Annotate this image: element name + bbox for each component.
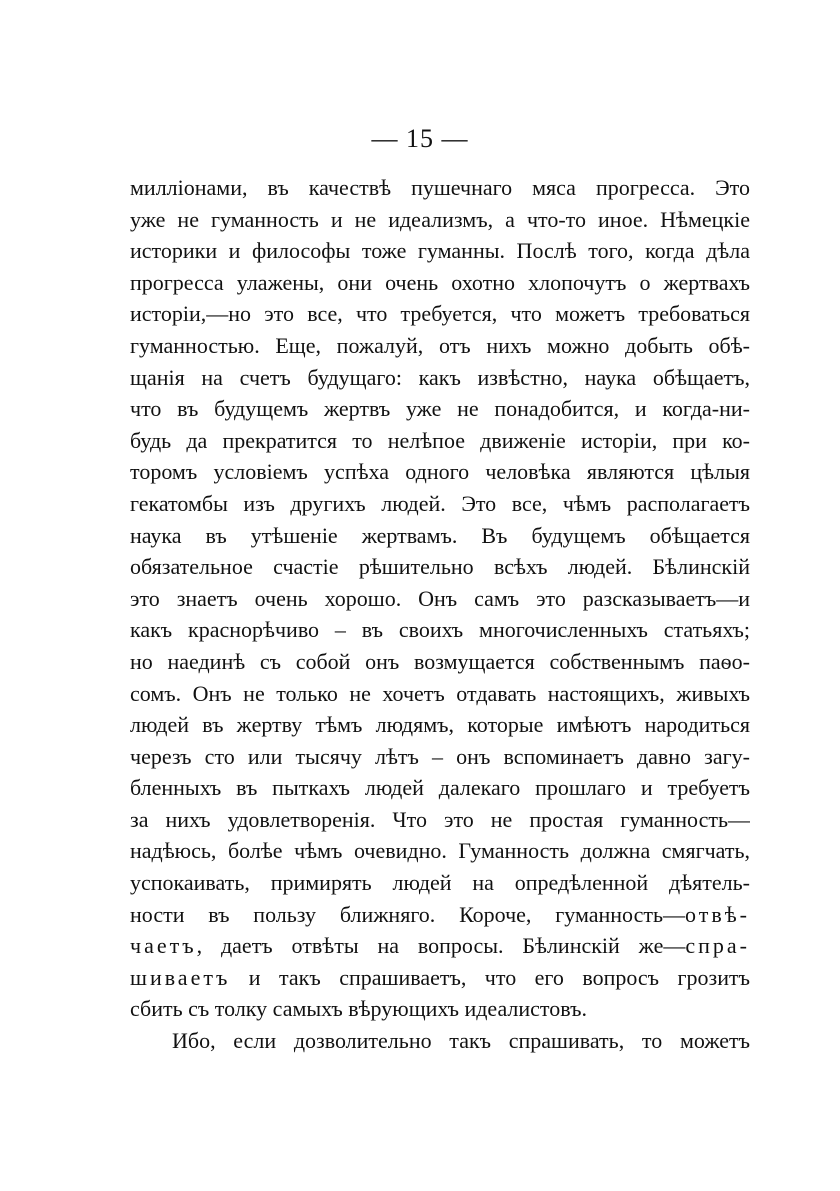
text-line: надѣюсь, болѣе чѣмъ очевидно. Гуманность должна смягчать, — [130, 838, 750, 864]
text-line: какъ краснорѣчиво – въ своихъ многочисленныхъ статьяхъ; — [130, 617, 750, 643]
spaced-emphasis: отвѣ- — [685, 901, 750, 927]
text-line: что въ будущемъ жертвъ уже не понадобится, и когда-ни- — [130, 396, 750, 422]
spaced-emphasis: чаетъ — [130, 933, 197, 959]
text-line: исторіи,—но это все, что требуется, что можетъ требоваться — [130, 301, 750, 327]
text-line: наука въ утѣшеніе жертвамъ. Въ будущемъ обѣщается — [130, 522, 750, 548]
spaced-emphasis: шиваетъ — [130, 964, 231, 990]
text-line — [130, 930, 750, 962]
body-text — [130, 172, 750, 1057]
text-line: щанія на счетъ будущаго: какъ извѣстно, наука обѣщаетъ, — [130, 364, 750, 390]
text-line: за нихъ удовлетворенія. Что это не простая гуманность— — [130, 806, 750, 832]
text-line: сомъ. Онъ не только не хочетъ отдавать настоящихъ, живыхъ — [130, 680, 750, 706]
text-line: бленныхъ въ пыткахъ людей далекаго прошлаго и требуетъ — [130, 775, 750, 801]
text-line: торомъ условіемъ успѣха одного человѣка являются цѣлыя — [130, 459, 750, 485]
text-line: людей въ жертву тѣмъ людямъ, которые имѣютъ народиться — [130, 712, 750, 738]
text-line: будь да прекратится то нелѣпое движеніе исторіи, при ко- — [130, 427, 750, 453]
text-line — [130, 899, 750, 931]
page-number: — 15 — — [371, 124, 469, 153]
text-line: но наединѣ съ собой онъ возмущается собственнымъ паѳо- — [130, 648, 750, 674]
text-line: уже не гуманность и не идеализмъ, а что-то иное. Нѣмецкіе — [130, 206, 750, 232]
text-line: гекатомбы изъ другихъ людей. Это все, чѣмъ располагаетъ — [130, 490, 750, 516]
paragraph-start-line: Ибо, если дозволительно такъ спрашивать, то можетъ — [172, 1028, 750, 1054]
text-segment: ности въ пользу ближняго. Короче, гуманность— — [130, 901, 686, 927]
text-line: милліонами, въ качествѣ пушечнаго мяса прогресса. Это — [130, 175, 750, 200]
text-segment: и такъ спрашиваетъ, что его вопросъ грозитъ — [230, 964, 750, 990]
text-line: историки и философы тоже гуманны. Послѣ того, когда дѣла — [130, 238, 750, 264]
text-line: успокаивать, примирять людей на опредѣленной дѣятель- — [130, 870, 750, 896]
text-line: обязательное счастіе рѣшительно всѣхъ людей. Бѣлинскій — [130, 554, 750, 580]
text-line — [130, 962, 750, 994]
text-segment: , даетъ отвѣты на вопросы. Бѣлинскій же— — [196, 933, 686, 959]
paragraph-end-line: сбить съ толку самыхъ вѣрующихъ идеалистовъ. — [130, 996, 587, 1022]
text-line: это знаетъ очень хорошо. Онъ самъ это разсказываетъ—и — [130, 585, 750, 611]
text-line: черезъ сто или тысячу лѣтъ – онъ вспоминаетъ давно загу- — [130, 743, 750, 769]
spaced-emphasis: спра- — [685, 933, 750, 959]
text-line: прогресса улажены, они очень охотно хлопочутъ о жертвахъ — [130, 269, 750, 295]
text-line: гуманностью. Еще, пожалуй, отъ нихъ можно добыть обѣ- — [130, 332, 750, 358]
